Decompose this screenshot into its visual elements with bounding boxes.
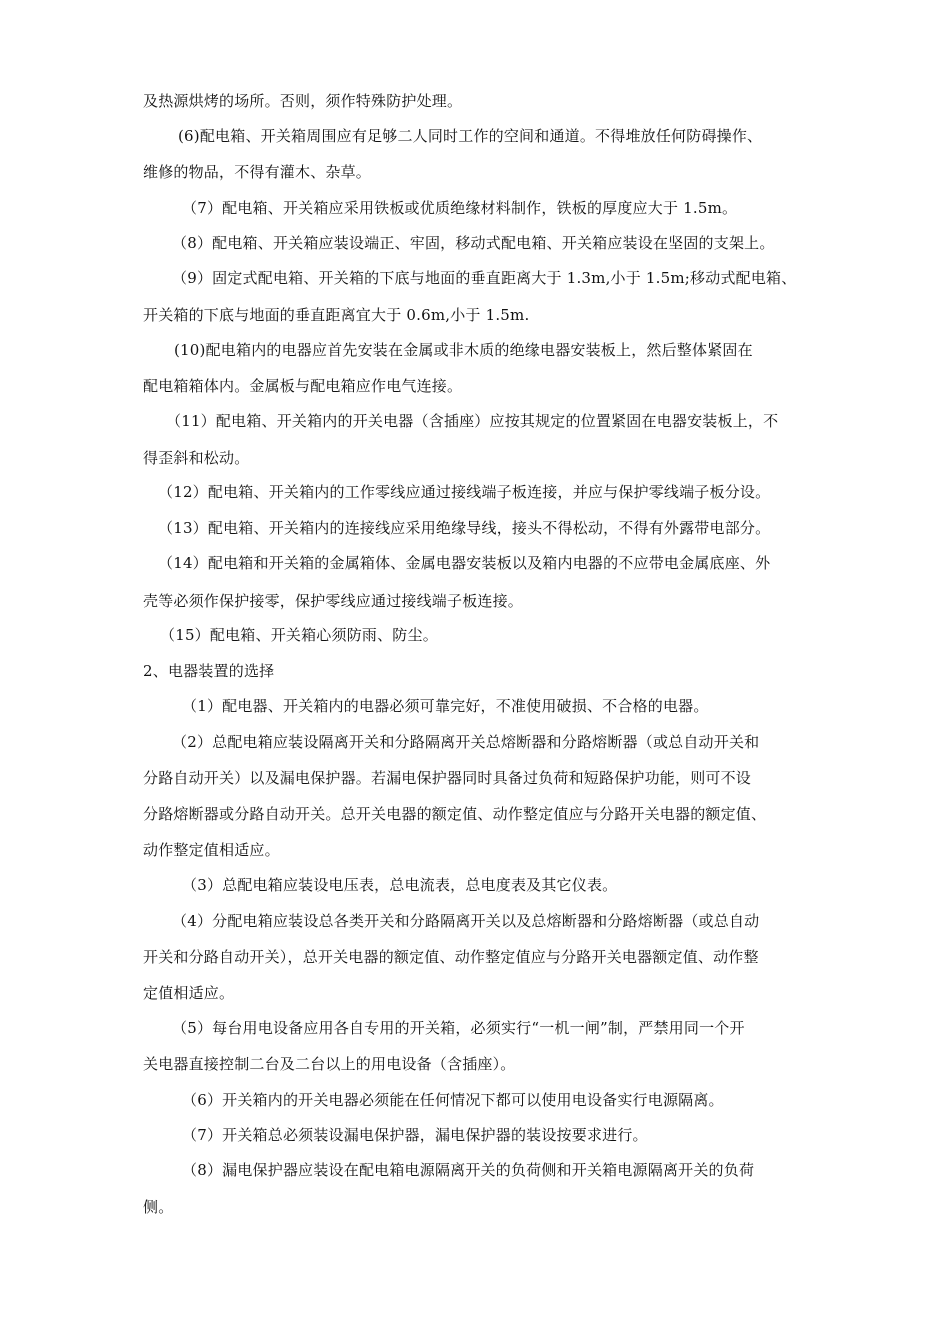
text-line-15: 壳等必须作保护接零，保护零线应通过接线端子板连接。 — [143, 592, 524, 610]
text-line-22: 动作整定值相适应。 — [143, 841, 280, 859]
text-line-18: （1）配电器、开关箱内的电器必须可靠完好，不准使用破损、不合格的电器。 — [182, 697, 709, 715]
text-line-23: （3）总配电箱应装设电压表，总电流表，总电度表及其它仪表。 — [182, 876, 618, 894]
text-line-6: （9）固定式配电箱、开关箱的下底与地面的垂直距离大于 1.3m,小于 1.5m;移动式配电箱、 — [172, 269, 797, 287]
text-line-28: 关电器直接控制二台及二台以上的用电设备（含插座）。 — [143, 1055, 516, 1073]
text-line-25: 开关和分路自动开关），总开关电器的额定值、动作整定值应与分路开关电器额定值、动作整 — [143, 948, 759, 966]
text-line-14: （14）配电箱和开关箱的金属箱体、金属电器安装板以及箱内电器的不应带电金属底座、外 — [158, 554, 771, 572]
text-line-27: （5）每台用电设备应用各自专用的开关箱，必须实行“一机一闸”制，严禁用同一个开 — [172, 1019, 745, 1037]
text-line-5: （8）配电箱、开关箱应装设端正、牢固，移动式配电箱、开关箱应装设在坚固的支架上。 — [172, 234, 775, 252]
text-line-3: 维修的物品，不得有灌木、杂草。 — [143, 163, 372, 181]
text-line-12: （12）配电箱、开关箱内的工作零线应通过接线端子板连接，并应与保护零线端子板分设。 — [158, 483, 771, 501]
text-line-21: 分路熔断器或分路自动开关。总开关电器的额定值、动作整定值应与分路开关电器的额定值、 — [143, 805, 767, 823]
text-line-20: 分路自动开关）以及漏电保护器。若漏电保护器同时具备过负荷和短路保护功能，则可不设 — [143, 769, 752, 787]
text-line-16: （15）配电箱、开关箱心须防雨、防尘。 — [160, 626, 438, 644]
text-line-26: 定值相适应。 — [143, 984, 235, 1002]
section-heading: 2、电器装置的选择 — [143, 662, 275, 680]
text-line-29: （6）开关箱内的开关电器必须能在任何情况下都可以使用电设备实行电源隔离。 — [182, 1091, 724, 1109]
text-line-30: （7）开关箱总必须装设漏电保护器，漏电保护器的装设按要求进行。 — [182, 1126, 648, 1144]
text-line-9: 配电箱箱体内。金属板与配电箱应作电气连接。 — [143, 377, 463, 395]
text-line-2: (6)配电箱、开关箱周围应有足够二人同时工作的空间和通道。不得堆放任何防碍操作、 — [178, 127, 763, 145]
text-line-4: （7）配电箱、开关箱应采用铁板或优质绝缘材料制作，铁板的厚度应大于 1.5m。 — [182, 199, 738, 217]
text-line-1: 及热源烘烤的场所。否则，须作特殊防护处理。 — [143, 92, 463, 110]
text-line-13: （13）配电箱、开关箱内的连接线应采用绝缘导线，接头不得松动，不得有外露带电部分。 — [158, 519, 771, 537]
text-line-11: 得歪斜和松动。 — [143, 449, 250, 467]
text-line-7: 开关箱的下底与地面的垂直距离宜大于 0.6m,小于 1.5m. — [143, 306, 530, 324]
text-line-31: （8）漏电保护器应装设在配电箱电源隔离开关的负荷侧和开关箱电源隔离开关的负荷 — [182, 1161, 755, 1179]
text-line-32: 侧。 — [143, 1198, 174, 1216]
text-line-10: （11）配电箱、开关箱内的开关电器（含插座）应按其规定的位置紧固在电器安装板上，不 — [166, 412, 779, 430]
text-line-8: (10)配电箱内的电器应首先安装在金属或非木质的绝缘电器安装板上，然后整体紧固在 — [174, 341, 753, 359]
text-line-19: （2）总配电箱应装设隔离开关和分路隔离开关总熔断器和分路熔断器（或总自动开关和 — [172, 733, 760, 751]
text-line-24: （4）分配电箱应装设总各类开关和分路隔离开关以及总熔断器和分路熔断器（或总自动 — [172, 912, 760, 930]
